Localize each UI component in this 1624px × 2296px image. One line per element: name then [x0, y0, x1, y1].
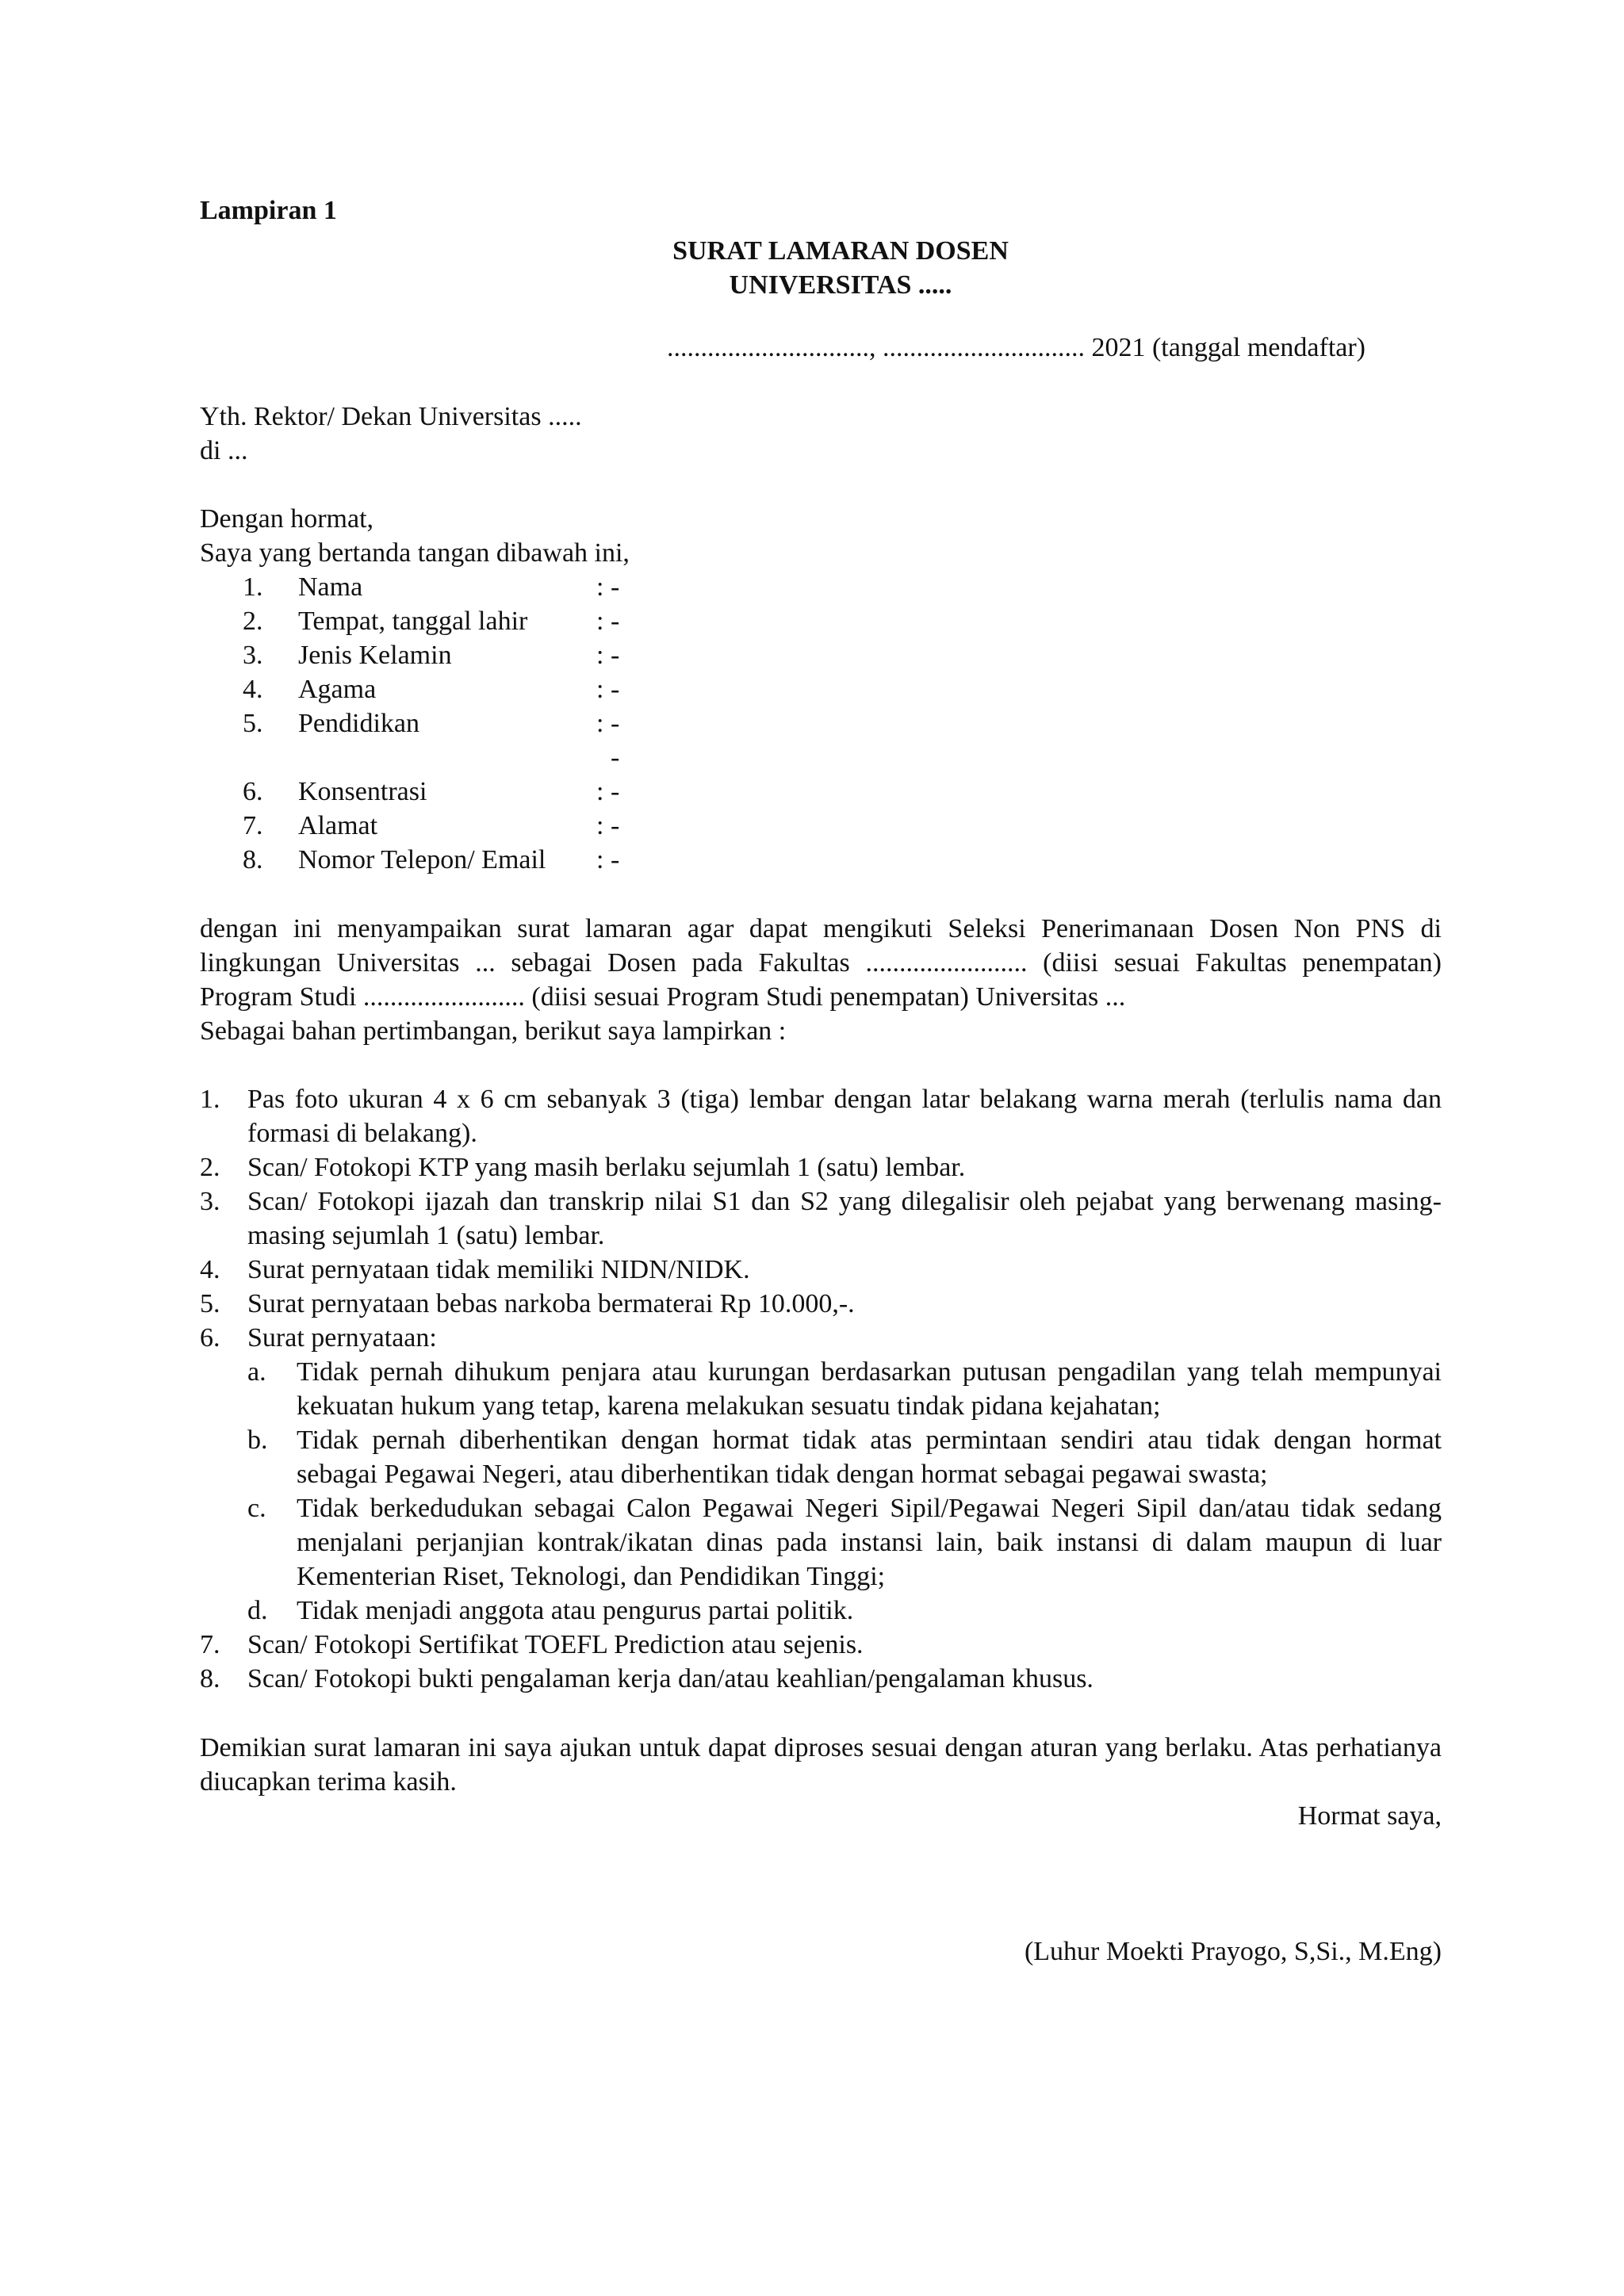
- sublist-item-text: Tidak pernah diberhentikan dengan hormat tidak atas permintaan sendiri atau tidak dengan hormat sebagai Pegawai Negeri, atau diberhentikan tidak dengan hormat sebagai pegawai swasta;: [297, 1425, 1442, 1489]
- sublist-item-text: Tidak pernah dihukum penjara atau kurungan berdasarkan putusan pengadilan yang telah mempunyai kekuatan hukum yang tetap, karena melakukan sesuatu tindak pidana kejahatan;: [297, 1357, 1442, 1421]
- sublist-item: [247, 1594, 1442, 1628]
- identity-value: : -: [596, 777, 620, 806]
- list-item: [200, 1184, 1442, 1253]
- list-item-number: 4.: [200, 1255, 220, 1284]
- identity-row: [243, 775, 1442, 809]
- identity-value: : -: [596, 709, 620, 738]
- list-item-number: 6.: [200, 1323, 220, 1353]
- list-item-text: Scan/ Fotokopi bukti pengalaman kerja dan/atau keahlian/pengalaman khusus.: [247, 1664, 1094, 1693]
- list-item-text: Surat pernyataan bebas narkoba bermaterai Rp 10.000,-.: [247, 1289, 855, 1318]
- identity-value: : -: [596, 572, 620, 602]
- list-item-text: Surat pernyataan:: [247, 1323, 437, 1353]
- list-item-text: Surat pernyataan tidak memiliki NIDN/NIDK.: [247, 1255, 750, 1284]
- addressee-line-2: di ...: [200, 436, 248, 465]
- list-item-number: 7.: [200, 1630, 220, 1659]
- place-date-line: .............................., .............................. 2021 (tanggal mendaftar): [666, 333, 1365, 362]
- identity-row: [243, 604, 1442, 638]
- identity-row: [243, 843, 1442, 877]
- identity-label: Nama: [298, 572, 363, 602]
- list-item-text: Scan/ Fotokopi ijazah dan transkrip nilai S1 dan S2 yang dilegalisir oleh pejabat yang berwenang masing-masing sejumlah 1 (satu) lembar.: [247, 1187, 1442, 1250]
- list-item-text: Scan/ Fotokopi Sertifikat TOEFL Prediction atau sejenis.: [247, 1630, 864, 1659]
- identity-number: 1.: [243, 572, 263, 602]
- intro-line: Saya yang bertanda tangan dibawah ini,: [200, 538, 630, 568]
- identity-row: [243, 570, 1442, 604]
- identity-value: : -: [596, 845, 620, 874]
- identity-label: Agama: [298, 675, 377, 704]
- attachment-intro: Sebagai bahan pertimbangan, berikut saya lampirkan :: [200, 1016, 787, 1046]
- addressee-line-1: Yth. Rektor/ Dekan Universitas .....: [200, 402, 582, 431]
- letter-title-line-2: UNIVERSITAS .....: [729, 270, 952, 300]
- identity-number: 4.: [243, 675, 263, 704]
- identity-row: [243, 672, 1442, 706]
- identity-value: : -: [596, 811, 620, 840]
- sublist-item-letter: b.: [247, 1425, 268, 1455]
- list-item: [200, 1628, 1442, 1662]
- identity-number: 6.: [243, 777, 263, 806]
- application-paragraph: dengan ini menyampaikan surat lamaran agar dapat mengikuti Seleksi Penerimanaan Dosen Non PNS di lingkungan Universitas ... sebagai Dosen pada Fakultas ........................ (diisi sesuai Fakultas penempatan) Program Studi ........................ (diisi sesuai Program Studi penempatan) Universitas ...: [200, 914, 1442, 1012]
- sublist-item: [247, 1423, 1442, 1491]
- identity-row: [243, 706, 1442, 740]
- identity-label: Jenis Kelamin: [298, 641, 452, 670]
- list-item-number: 2.: [200, 1153, 220, 1182]
- list-item: [200, 1287, 1442, 1321]
- identity-value: -: [611, 743, 620, 772]
- identity-row-continuation: [243, 740, 1442, 775]
- list-item: [200, 1253, 1442, 1287]
- identity-row: [243, 638, 1442, 672]
- identity-value: : -: [596, 607, 620, 636]
- identity-number: 7.: [243, 811, 263, 840]
- identity-label: Nomor Telepon/ Email: [298, 845, 546, 874]
- identity-value: : -: [596, 675, 620, 704]
- letter-title-line-1: SURAT LAMARAN DOSEN: [672, 236, 1009, 266]
- sublist-item-text: Tidak berkedudukan sebagai Calon Pegawai Negeri Sipil/Pegawai Negeri Sipil dan/atau tidak sedang menjalani perjanjian kontrak/ikatan dinas pada instansi lain, baik instansi di dalam maupun di luar Kementerian Riset, Teknologi, dan Pendidikan Tinggi;: [297, 1494, 1442, 1591]
- identity-value: : -: [596, 641, 620, 670]
- statement-sublist: [247, 1355, 1442, 1628]
- sublist-item: [247, 1355, 1442, 1423]
- identity-row: [243, 809, 1442, 843]
- identity-number: 2.: [243, 607, 263, 636]
- signature-name: (Luhur Moekti Prayogo, S,Si., M.Eng): [1024, 1937, 1442, 1966]
- list-item: [200, 1150, 1442, 1184]
- list-item: [200, 1321, 1442, 1355]
- attachment-list: [200, 1082, 1442, 1696]
- list-item: [200, 1082, 1442, 1150]
- sublist-item: [247, 1491, 1442, 1594]
- sublist-item-text: Tidak menjadi anggota atau pengurus partai politik.: [297, 1596, 854, 1625]
- letter-page: [200, 193, 1442, 1969]
- letter-title: [271, 234, 1410, 302]
- sublist-item-letter: c.: [247, 1494, 266, 1523]
- list-item-text: Scan/ Fotokopi KTP yang masih berlaku sejumlah 1 (satu) lembar.: [247, 1153, 966, 1182]
- identity-list: [243, 570, 1442, 877]
- closing-paragraph: Demikian surat lamaran ini saya ajukan untuk dapat diproses sesuai dengan aturan yang berlaku. Atas perhatianya diucapkan terima kasih.: [200, 1733, 1442, 1797]
- identity-label: Pendidikan: [298, 709, 419, 738]
- list-item-text: Pas foto ukuran 4 x 6 cm sebanyak 3 (tiga) lembar dengan latar belakang warna merah (terlulis nama dan formasi di belakang).: [247, 1085, 1442, 1148]
- identity-number: 5.: [243, 709, 263, 738]
- sublist-item-letter: a.: [247, 1357, 266, 1387]
- list-item-number: 1.: [200, 1085, 220, 1114]
- identity-label: Konsentrasi: [298, 777, 427, 806]
- sublist-item-letter: d.: [247, 1596, 268, 1625]
- sign-off: Hormat saya,: [1297, 1801, 1442, 1831]
- list-item-number: 5.: [200, 1289, 220, 1318]
- identity-label: Alamat: [298, 811, 378, 840]
- list-item: [200, 1662, 1442, 1696]
- list-item-number: 8.: [200, 1664, 220, 1693]
- greeting: Dengan hormat,: [200, 504, 374, 534]
- identity-number: 3.: [243, 641, 263, 670]
- identity-number: 8.: [243, 845, 263, 874]
- list-item-number: 3.: [200, 1187, 220, 1216]
- attachment-label: Lampiran 1: [200, 196, 337, 225]
- addressee-block: [200, 400, 1442, 468]
- identity-label: Tempat, tanggal lahir: [298, 607, 528, 636]
